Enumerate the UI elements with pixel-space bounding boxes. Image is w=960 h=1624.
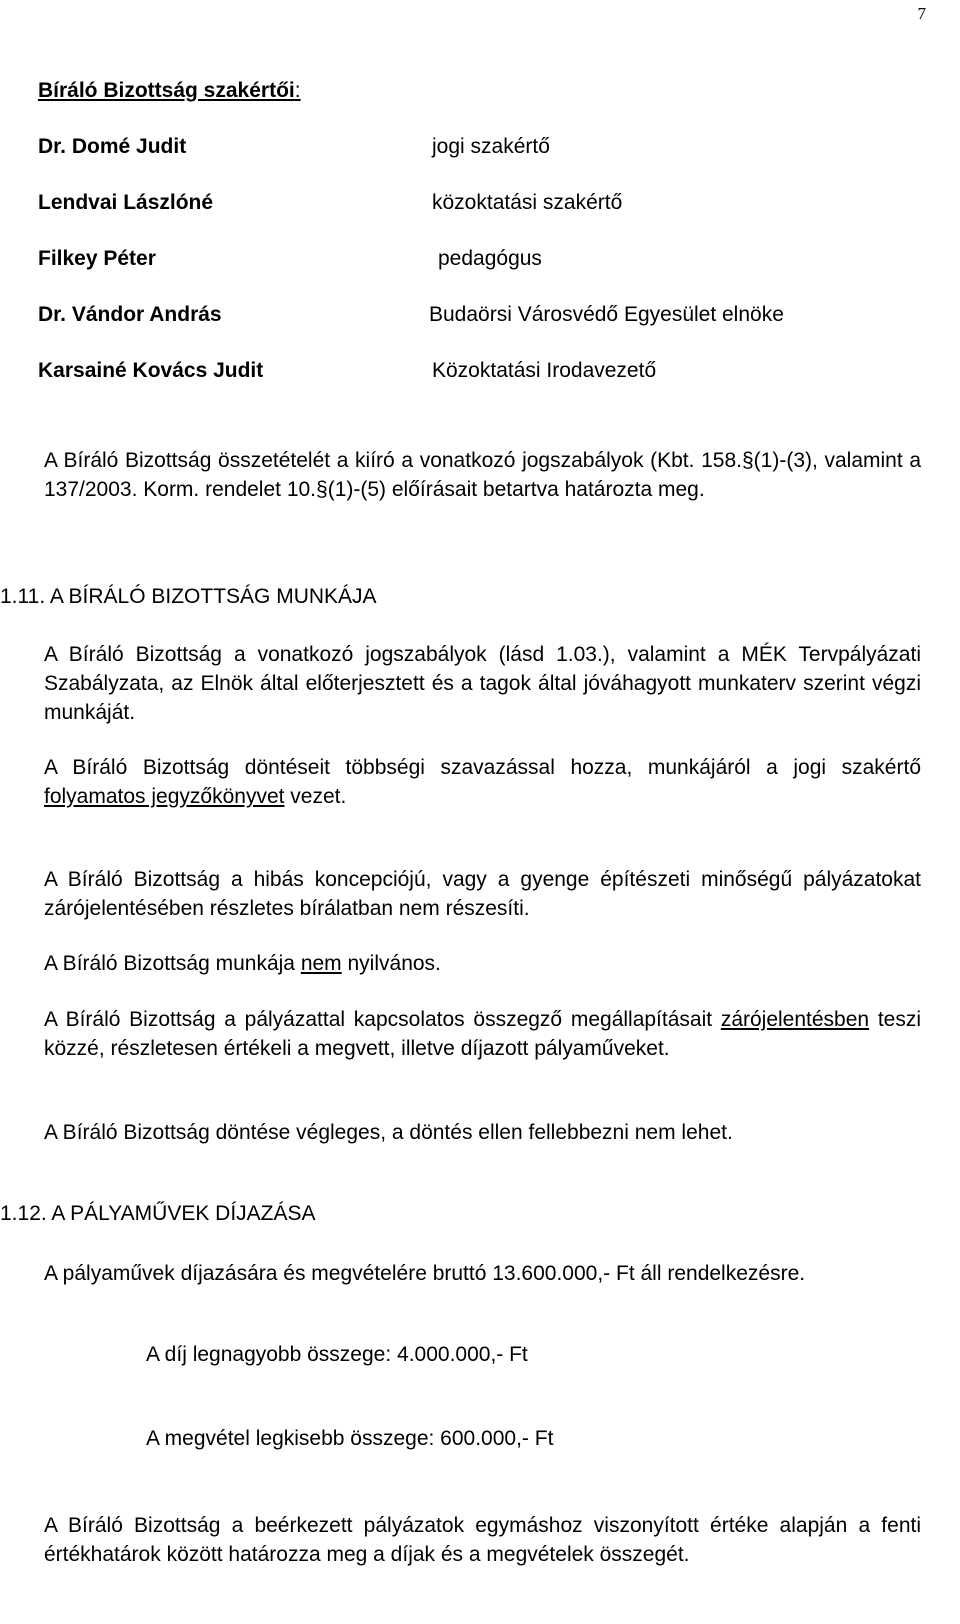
max-prize-amount: A díj legnagyobb összege: 4.000.000,- Ft xyxy=(146,1343,528,1366)
member-name: Karsainé Kovács Judit xyxy=(38,359,264,382)
member-name: Dr. Vándor András xyxy=(38,303,222,326)
min-purchase-amount: A megvétel legkisebb összege: 600.000,- Ft xyxy=(146,1427,554,1450)
paragraph-work-basis: A Bíráló Bizottság a vonatkozó jogszabályok (lásd 1.03.), valamint a MÉK Tervpályázati Szabályzata, az Elnök által előterjesztett és a tagok által jóváhagyott munkaterv szerint végzi munkáját. xyxy=(44,643,921,724)
paragraph-text: A Bíráló Bizottság döntéseit többségi szavazással hozza, munkájáról a jogi szakértő xyxy=(44,756,921,779)
paragraph-text: A Bíráló Bizottság a pályázattal kapcsolatos összegző megállapításait xyxy=(44,1008,721,1031)
paragraph-final-decision: A Bíráló Bizottság döntése végleges, a döntés ellen fellebbezni nem lehet. xyxy=(44,1121,733,1144)
member-role: Közoktatási Irodavezető xyxy=(432,359,657,382)
member-role: jogi szakértő xyxy=(432,135,550,158)
paragraph-text: teszi közzé, részletesen értékeli a megvett, illetve díjazott pályaműveket. xyxy=(44,1008,921,1060)
paragraph-text: vezet. xyxy=(284,785,347,808)
member-role: Budaörsi Városvédő Egyesület elnöke xyxy=(429,303,784,326)
section-heading-1-12: 1.12. A PÁLYAMŰVEK DÍJAZÁSA xyxy=(0,1202,316,1225)
paragraph-text: nyilvános. xyxy=(341,952,441,975)
paragraph-amounts-decision: A Bíráló Bizottság a beérkezett pályázatok egymáshoz viszonyított értéke alapján a fenti értékhatárok között határozza meg a díjak és a megvételek összegét. xyxy=(44,1514,921,1566)
underlined-text: nem xyxy=(300,952,342,975)
member-role: közoktatási szakértő xyxy=(432,191,623,214)
paragraph-final-report xyxy=(44,1005,921,1063)
committee-heading xyxy=(38,79,301,103)
paragraph-text: A Bíráló Bizottság munkája xyxy=(44,952,301,975)
section-heading-1-11: 1.11. A BÍRÁLÓ BIZOTTSÁG MUNKÁJA xyxy=(0,585,377,608)
paragraph-budget: A pályaművek díjazására és megvételére bruttó 13.600.000,- Ft áll rendelkezésre. xyxy=(44,1262,806,1285)
underlined-text: zárójelentésben xyxy=(720,1008,870,1031)
committee-heading-colon: : xyxy=(294,79,301,102)
member-name: Lendvai Lászlóné xyxy=(38,191,214,214)
member-role: pedagógus xyxy=(438,247,542,270)
intro-paragraph: A Bíráló Bizottság összetételét a kiíró a vonatkozó jogszabályok (Kbt. 158.§(1)-(3), valamint a 137/2003. Korm. rendelet 10.§(1)-(5) előírásait betartva határozta meg. xyxy=(44,449,921,501)
paragraph-exclusion: A Bíráló Bizottság a hibás koncepciójú, vagy a gyenge építészeti minőségű pályázatokat zárójelentésében részletes bírálatban nem részesíti. xyxy=(44,868,921,920)
page-number: 7 xyxy=(917,4,926,23)
member-name: Filkey Péter xyxy=(38,247,156,270)
underlined-text: folyamatos jegyzőkönyvet xyxy=(44,785,285,808)
committee-heading-text: Bíráló Bizottság szakértői xyxy=(38,79,295,102)
paragraph-non-public xyxy=(44,949,921,978)
paragraph-voting xyxy=(44,753,921,811)
member-name: Dr. Domé Judit xyxy=(38,135,187,158)
